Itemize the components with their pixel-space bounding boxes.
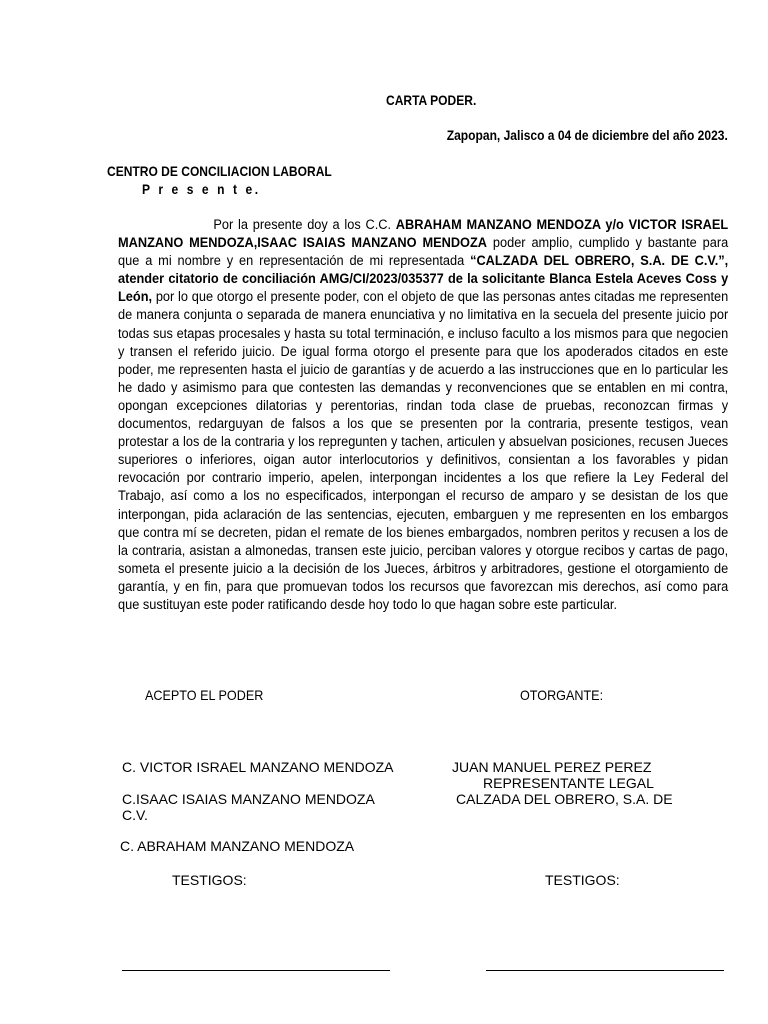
grantor-role: REPRESENTANTE LEGAL bbox=[483, 775, 654, 791]
attorney-name-2: C.ISAAC ISAIAS MANZANO MENDOZA bbox=[122, 791, 375, 807]
company-and-case: “CALZADA DEL OBRERO, S.A. DE C.V.”, atender citatorio de conciliación AMG/CI/2023/035377 de la solicitante Blanca Estela Aceves Coss y León, bbox=[118, 253, 729, 306]
witnesses-right-label: TESTIGOS: bbox=[545, 872, 620, 888]
signature-line-left bbox=[122, 970, 390, 971]
grantor-company-wrap: C.V. bbox=[122, 807, 148, 823]
addressee: CENTRO DE CONCILIACION LABORAL bbox=[107, 163, 332, 179]
body-text-3: por lo que otorgo el presente poder, con el objeto de que las personas antes citadas me representen de manera conjunta o separada de manera enunciativa y no limitativa en la secuela del presente juicio por todas sus etapas procesales y hasta su total terminación, e incluso faculto a los mismos para que negocien y transen el referido juicio. De igual forma otorgo el presente para que los apoderados citados en este poder, me representen hasta el juicio de garantías y de acuerdo a las instrucciones que en lo particular les he dado y asimismo para que contesten las demandas y reconvenciones que se entablen en mi contra, opongan excepciones dilatorias y perentorias, rindan toda clase de pruebas, reconozcan firmas y documentos, redarguyan de falsos a los que se presenten por la contraria, presente testigos, vean protestar a los de la contraria y los repregunten y tachen, articulen y absuelvan posiciones, recusen Jueces superiores o inferiores, oigan autor interlocutorios y definitivos, consientan a los favorables y pidan revocación por contrario imperio, apelen, interpongan incidentes a los que refiere la Ley Federal del Trabajo, así como a los no especificados, interpongan el recurso de amparo y se desistan de los que interpongan, pida aclaración de las sentencias, ejecuten, embarguen y me representen en los embargos que contra mí se decreten, pidan el remate de los bienes embargados, nombren peritos y recusen a los de la contraria, asistan a almonedas, transen este juicio, perciban valores y otorgue recibos y cartas de pago, someta el presente juicio a la decisión de los Jueces, árbitros y arbitradores, gestione el otorgamiento de garantía, y en fin, para que promuevan todos los recursos que favorezcan mis derechos, así como para que sustituyan este poder ratificando desde hoy todo lo que hagan sobre este particular. bbox=[118, 289, 729, 613]
grantor-company: CALZADA DEL OBRERO, S.A. DE bbox=[456, 791, 673, 807]
otorgante-label: OTORGANTE: bbox=[520, 687, 604, 703]
body-paragraph bbox=[118, 216, 728, 614]
witnesses-left-label: TESTIGOS: bbox=[172, 872, 247, 888]
attorney-name-3: C. ABRAHAM MANZANO MENDOZA bbox=[120, 838, 355, 854]
grantor-name: JUAN MANUEL PEREZ PEREZ bbox=[452, 759, 652, 775]
body-text-2: poder amplio, cumplido y bastante para que a mi nombre y en representación de mi representada bbox=[118, 235, 729, 270]
attorneys-names: ABRAHAM MANZANO MENDOZA y/o VICTOR ISRAEL MANZANO MENDOZA,ISAAC ISAIAS MANZANO MENDOZA bbox=[118, 217, 729, 252]
body-text-1: Por la presente doy a los C.C. bbox=[213, 217, 396, 233]
acepto-label: ACEPTO EL PODER bbox=[145, 687, 264, 703]
document-title: CARTA PODER. bbox=[386, 92, 477, 108]
presente-line: P r e s e n t e. bbox=[142, 181, 261, 197]
attorney-name-1: C. VICTOR ISRAEL MANZANO MENDOZA bbox=[122, 759, 394, 775]
date-line: Zapopan, Jalisco a 04 de diciembre del año 2023. bbox=[446, 127, 728, 143]
signature-line-right bbox=[486, 970, 724, 971]
